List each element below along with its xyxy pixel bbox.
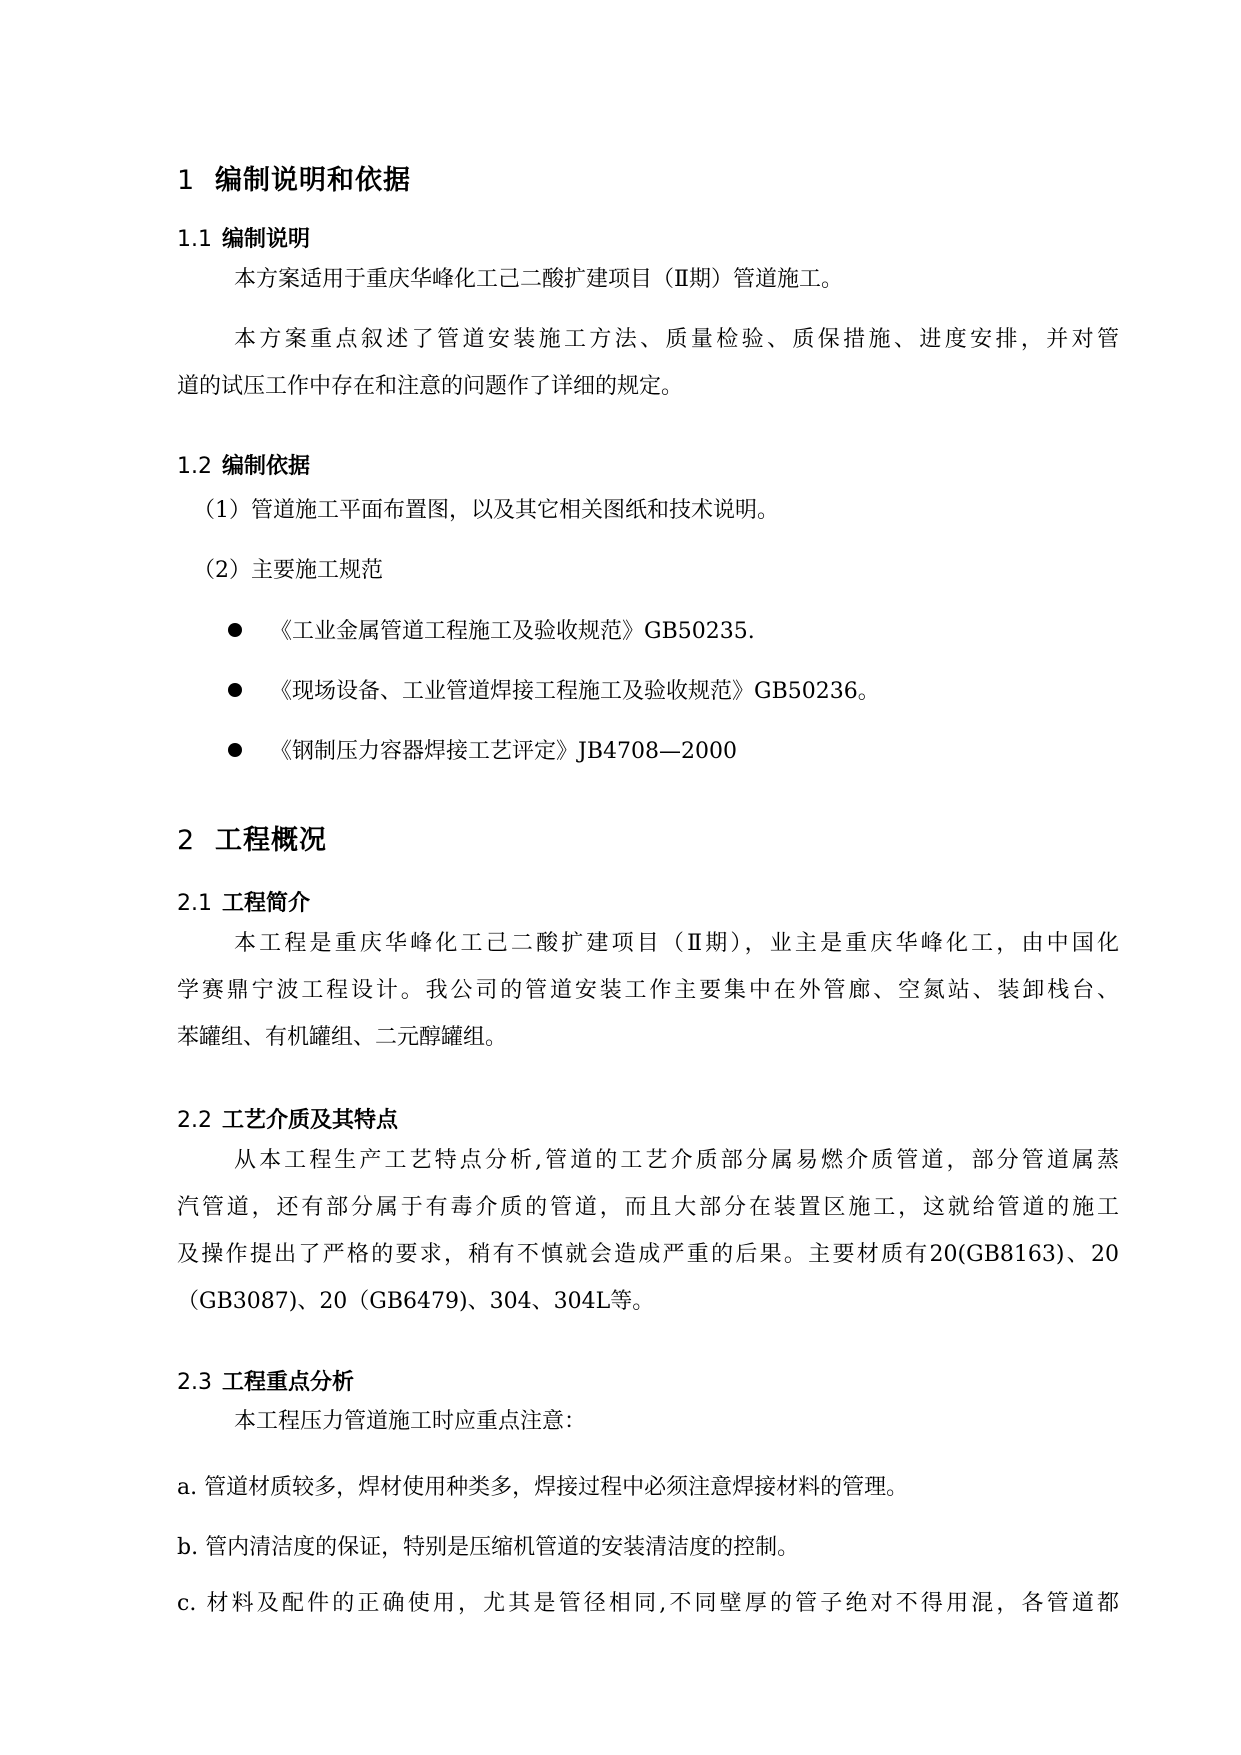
paragraph-line: 汽管道，还有部分属于有毒介质的管道，而且大部分在装置区施工，这就给管道的施工 bbox=[177, 1195, 1119, 1220]
paragraph-line: 本方案适用于重庆华峰化工己二酸扩建项目（Ⅱ期）管道施工。 bbox=[234, 267, 843, 292]
section-1-1-heading bbox=[177, 222, 310, 253]
key-point-a: a. 管道材质较多，焊材使用种类多，焊接过程中必须注意焊接材料的管理。 bbox=[177, 1475, 909, 1500]
paragraph-line: 本工程压力管道施工时应重点注意： bbox=[234, 1409, 587, 1434]
standard-list-item bbox=[228, 734, 737, 765]
bullet-icon bbox=[228, 743, 242, 757]
section-2-3-title: 工程重点分析 bbox=[222, 1370, 355, 1395]
section-2-1-title: 工程简介 bbox=[222, 891, 311, 916]
basis-item-1: （1）管道施工平面布置图，以及其它相关图纸和技术说明。 bbox=[193, 498, 779, 523]
paragraph-line: （GB3087)、20（GB6479)、304、304L等。 bbox=[177, 1289, 655, 1314]
paragraph-line: 从本工程生产工艺特点分析,管道的工艺介质部分属易燃介质管道，部分管道属蒸 bbox=[234, 1148, 1119, 1173]
section-2-1-number: 2.1 bbox=[177, 891, 212, 916]
section-1-title: 编制说明和依据 bbox=[215, 165, 411, 196]
section-2-3-heading bbox=[177, 1365, 354, 1396]
standard-list-item bbox=[228, 674, 880, 705]
section-1-heading bbox=[177, 158, 411, 197]
section-1-1-paragraph-2 bbox=[177, 316, 1119, 410]
section-2-1-paragraph bbox=[177, 920, 1119, 1061]
section-1-1-number: 1.1 bbox=[177, 227, 212, 252]
standard-text: 《钢制压力容器焊接工艺评定》JB4708—2000 bbox=[270, 739, 737, 764]
standard-list-item bbox=[228, 614, 755, 645]
paragraph-line: 本方案重点叙述了管道安装施工方法、质量检验、质保措施、进度安排，并对管 bbox=[234, 327, 1119, 352]
section-2-heading bbox=[177, 818, 327, 857]
section-1-2-title: 编制依据 bbox=[222, 454, 311, 479]
section-2-2-number: 2.2 bbox=[177, 1108, 212, 1133]
bullet-icon bbox=[228, 683, 242, 697]
paragraph-line: 苯罐组、有机罐组、二元醇罐组。 bbox=[177, 1025, 508, 1050]
section-2-title: 工程概况 bbox=[215, 825, 327, 856]
paragraph-line: 本工程是重庆华峰化工己二酸扩建项目（Ⅱ期），业主是重庆华峰化工，由中国化 bbox=[234, 931, 1119, 956]
section-1-1-title: 编制说明 bbox=[222, 227, 311, 252]
bullet-icon bbox=[228, 623, 242, 637]
section-1-1-paragraph-1 bbox=[177, 256, 1119, 303]
section-2-2-paragraph bbox=[177, 1137, 1119, 1325]
key-point-c: c. 材料及配件的正确使用，尤其是管径相同,不同壁厚的管子绝对不得用混，各管道都 bbox=[177, 1591, 1119, 1616]
paragraph-line: 道的试压工作中存在和注意的问题作了详细的规定。 bbox=[177, 374, 684, 399]
section-2-3-number: 2.3 bbox=[177, 1370, 212, 1395]
standard-text: 《工业金属管道工程施工及验收规范》GB50235. bbox=[270, 619, 755, 644]
section-2-2-heading bbox=[177, 1103, 398, 1134]
section-1-2-number: 1.2 bbox=[177, 454, 212, 479]
section-2-1-heading bbox=[177, 886, 310, 917]
section-1-2-heading bbox=[177, 449, 310, 480]
basis-item-2: （2）主要施工规范 bbox=[193, 558, 383, 583]
key-point-b: b. 管内清洁度的保证，特别是压缩机管道的安装清洁度的控制。 bbox=[177, 1535, 800, 1560]
section-2-3-intro bbox=[177, 1398, 1119, 1445]
paragraph-line: 及操作提出了严格的要求，稍有不慎就会造成严重的后果。主要材质有20(GB8163)、20 bbox=[177, 1242, 1119, 1267]
paragraph-line: 学赛鼎宁波工程设计。我公司的管道安装工作主要集中在外管廊、空氮站、装卸栈台、 bbox=[177, 978, 1119, 1003]
key-point-c-block bbox=[177, 1580, 1119, 1627]
section-2-number: 2 bbox=[177, 825, 196, 856]
section-2-2-title: 工艺介质及其特点 bbox=[222, 1108, 399, 1133]
standard-text: 《现场设备、工业管道焊接工程施工及验收规范》GB50236。 bbox=[270, 679, 880, 704]
section-1-number: 1 bbox=[177, 165, 196, 196]
